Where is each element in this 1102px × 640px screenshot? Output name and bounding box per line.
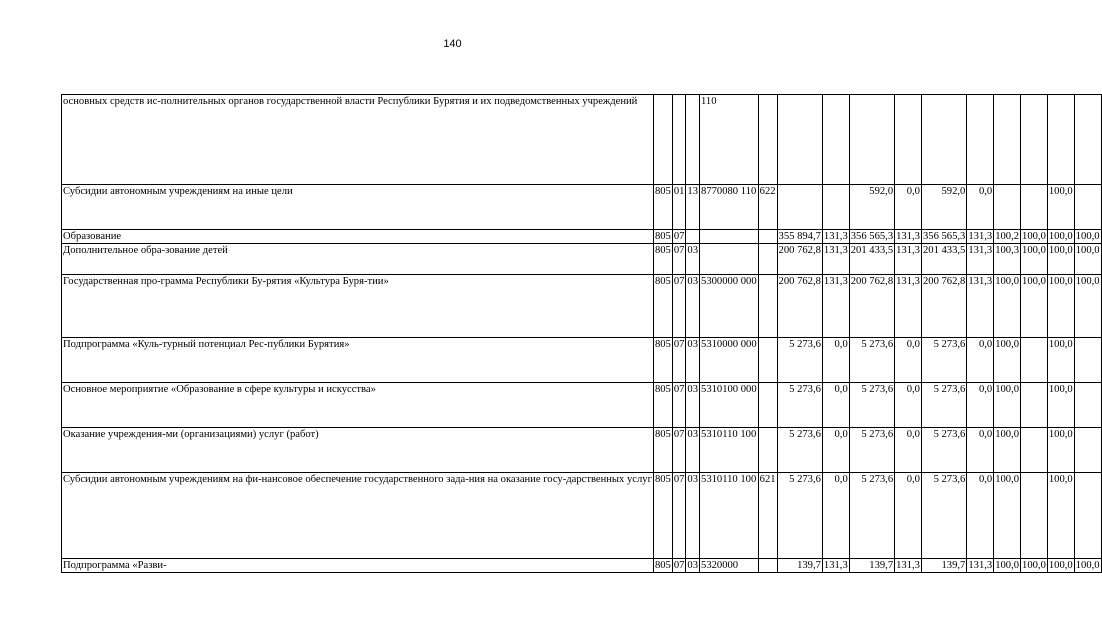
table-row [62,275,1102,338]
value-3-cell: 592,0 [849,185,894,230]
expense-type-code-cell: 622 [758,185,777,230]
percent-3-cell: 100,0 [1048,231,1073,242]
section-code-cell: 07 [672,244,686,275]
section-code-cell: 01 [672,185,686,230]
percent-4-cell [1074,428,1101,473]
value-6-cell: 0,0 [967,473,994,559]
value-4-cell: 131,3 [896,560,920,571]
value-3-cell: 139,7 [849,559,894,573]
value-2-cell: 0,0 [822,473,849,559]
percent-4-cell: 100,0 [1074,275,1101,338]
subsection-code-cell: 13 [686,185,700,230]
value-2-cell: 131,3 [823,231,848,242]
value-2-cell: 0,0 [822,428,849,473]
value-3-cell: 5 273,6 [849,473,894,559]
value-5-cell: 5 273,6 [921,428,966,473]
value-5-cell [921,95,966,185]
percent-2-cell: 100,0 [1021,275,1048,338]
admin-code-cell: 805 [654,231,671,242]
value-3-cell [849,95,894,185]
value-5-cell: 592,0 [921,185,966,230]
value-4-cell: 0,0 [895,383,922,428]
subsection-code-cell: 03 [686,338,700,383]
expense-type-code-cell [758,338,777,383]
percent-4-cell [1074,338,1101,383]
value-5-cell: 200 762,8 [921,275,966,338]
value-6-cell: 0,0 [967,428,994,473]
section-code-cell: 07 [672,383,686,428]
table-row [62,244,1102,275]
row-name-cell: Оказание учреждения-ми (организациями) услуг (работ) [62,428,654,473]
section-code-cell: 07 [672,473,686,559]
value-6-cell: 0,0 [967,185,994,230]
expense-type-code-cell [758,275,777,338]
percent-4-cell [1074,95,1101,185]
percent-1-cell: 100,0 [994,428,1021,473]
admin-code-cell: 805 [653,185,672,230]
value-5-cell: 5 273,6 [921,473,966,559]
expense-type-code-cell [758,95,777,185]
value-2-cell: 131,3 [823,560,848,571]
row-name-cell: Образование [62,230,654,244]
percent-2-cell: 100,0 [1022,231,1046,242]
percent-1-cell: 100,0 [994,338,1021,383]
percent-3-cell: 100,0 [1047,428,1074,473]
table-row [62,473,1102,559]
percent-1-cell: 100,3 [994,244,1021,275]
value-3-cell: 356 565,3 [850,231,894,242]
value-3-cell: 5 273,6 [849,428,894,473]
value-3-cell: 5 273,6 [849,338,894,383]
value-6-cell: 0,0 [967,338,994,383]
value-1-cell [777,185,822,230]
value-1-cell: 5 273,6 [777,338,822,383]
percent-1-cell: 100,0 [994,383,1021,428]
section-code-cell: 07 [673,560,685,571]
page-number: 140 [443,38,462,50]
expense-type-code-cell: 621 [758,473,777,559]
table-row [62,428,1102,473]
value-4-cell: 0,0 [895,473,922,559]
percent-3-cell: 100,0 [1048,560,1073,571]
percent-2-cell: 100,0 [1021,244,1048,275]
value-5-cell: 5 273,6 [921,383,966,428]
value-1-cell: 200 762,8 [777,244,822,275]
section-code-cell [672,95,686,185]
value-4-cell: 131,3 [896,231,920,242]
value-2-cell: 131,3 [822,244,849,275]
admin-code-cell: 805 [653,428,672,473]
admin-code-cell: 805 [653,244,672,275]
row-name-cell: основных средств ис-полнительных органов государственной власти Республики Бурятия и их подведомственных учреждений [62,95,654,185]
row-name-cell: Дополнительное обра-зование детей [62,244,654,275]
expense-type-code-cell [758,244,777,275]
percent-1-cell: 100,0 [995,560,1020,571]
percent-2-cell [1021,95,1048,185]
value-1-cell: 355 894,7 [778,231,821,242]
table-row [62,383,1102,428]
admin-code-cell: 805 [653,275,672,338]
value-6-cell: 131,3 [968,560,993,571]
value-1-cell: 200 762,8 [777,275,822,338]
percent-2-cell [1021,383,1048,428]
value-3-cell: 5 273,6 [849,383,894,428]
percent-2-cell: 100,0 [1022,560,1046,571]
percent-3-cell: 100,0 [1047,244,1074,275]
target-article-code-cell: 5300000 000 [700,275,759,338]
value-4-cell: 131,3 [895,244,922,275]
expense-type-code-cell [758,559,777,573]
admin-code-cell [653,95,672,185]
value-6-cell: 131,3 [967,244,994,275]
admin-code-cell: 805 [653,473,672,559]
admin-code-cell: 805 [653,338,672,383]
value-1-cell: 5 273,6 [777,473,822,559]
percent-4-cell [1074,185,1101,230]
value-6-cell: 131,3 [968,231,993,242]
value-5-cell: 5 273,6 [921,338,966,383]
percent-4-cell: 100,0 [1075,231,1100,242]
value-4-cell: 131,3 [895,275,922,338]
target-article-code-cell: 5310000 000 [700,338,759,383]
value-3-cell: 201 433,5 [849,244,894,275]
value-2-cell: 0,0 [822,383,849,428]
percent-4-cell: 100,0 [1074,244,1101,275]
value-5-cell: 201 433,5 [921,244,966,275]
percent-3-cell: 100,0 [1047,275,1074,338]
expense-type-code-cell [758,383,777,428]
value-6-cell [967,95,994,185]
row-name-cell: Подпрограмма «Куль-турный потенциал Рес-публики Бурятия» [62,338,654,383]
subsection-code-cell: 03 [686,473,700,559]
percent-3-cell: 100,0 [1047,185,1074,230]
target-article-code-cell [700,244,759,275]
percent-1-cell: 100,0 [994,275,1021,338]
target-article-code-cell: 5310100 000 [700,383,759,428]
percent-2-cell [1021,185,1048,230]
section-code-cell: 07 [673,231,685,242]
table-row [62,230,1102,244]
table-row [62,559,1102,573]
percent-1-cell: 100,2 [995,231,1020,242]
percent-2-cell [1021,473,1048,559]
row-name-cell: Государственная про-грамма Республики Бу-рятия «Культура Буря-тии» [62,275,654,338]
section-code-cell: 07 [672,428,686,473]
percent-1-cell: 100,0 [994,473,1021,559]
value-4-cell: 0,0 [895,185,922,230]
percent-3-cell: 100,0 [1047,473,1074,559]
subsection-code-cell: 03 [686,383,700,428]
target-article-code-cell: 5310110 100 [700,473,759,559]
table-row [62,95,1102,185]
expense-type-code-cell [758,428,777,473]
percent-1-cell [994,185,1021,230]
value-2-cell [822,185,849,230]
value-6-cell: 0,0 [967,383,994,428]
value-4-cell: 0,0 [895,338,922,383]
target-article-code-cell: 8770080 110 [700,185,759,230]
subsection-code-cell [686,230,700,244]
section-code-cell: 07 [672,275,686,338]
target-article-code-cell: 5320000 [700,559,759,573]
table-row [62,185,1102,230]
percent-3-cell: 100,0 [1047,383,1074,428]
row-name-cell: Субсидии автономным учреждениям на иные цели [62,185,654,230]
expense-type-code-cell [758,230,777,244]
value-2-cell: 131,3 [822,275,849,338]
percent-4-cell [1074,473,1101,559]
value-4-cell: 0,0 [895,428,922,473]
target-article-code-cell [700,230,759,244]
subsection-code-cell: 03 [686,275,700,338]
value-1-cell: 5 273,6 [777,383,822,428]
value-2-cell: 0,0 [822,338,849,383]
subsection-code-cell: 03 [686,428,700,473]
budget-table [61,94,1102,573]
admin-code-cell: 805 [654,560,671,571]
value-5-cell: 356 565,3 [922,231,966,242]
row-name-cell: Подпрограмма «Разви- [62,559,654,573]
subsection-code-cell [686,95,700,185]
value-1-cell [777,95,822,185]
value-5-cell: 139,7 [921,559,966,573]
row-name-cell: Субсидии автономным учреждениям на фи-нансовое обеспечение государственного зада-ния на оказание госу-дарственных услуг [62,473,654,559]
target-article-code-cell: 5310110 100 [700,428,759,473]
subsection-code-cell: 03 [686,244,700,275]
target-article-code-cell: 110 [700,95,759,185]
percent-3-cell: 100,0 [1047,338,1074,383]
admin-code-cell: 805 [653,383,672,428]
percent-1-cell [994,95,1021,185]
subsection-code-cell: 03 [687,560,699,571]
percent-4-cell [1074,383,1101,428]
section-code-cell: 07 [672,338,686,383]
value-6-cell: 131,3 [967,275,994,338]
value-1-cell: 139,7 [777,559,822,573]
percent-3-cell [1047,95,1074,185]
value-1-cell: 5 273,6 [777,428,822,473]
table-row [62,338,1102,383]
value-4-cell [895,95,922,185]
row-name-cell: Основное мероприятие «Образование в сфере культуры и искусства» [62,383,654,428]
percent-2-cell [1021,428,1048,473]
percent-2-cell [1021,338,1048,383]
value-2-cell [822,95,849,185]
value-3-cell: 200 762,8 [849,275,894,338]
percent-4-cell: 100,0 [1075,560,1100,571]
